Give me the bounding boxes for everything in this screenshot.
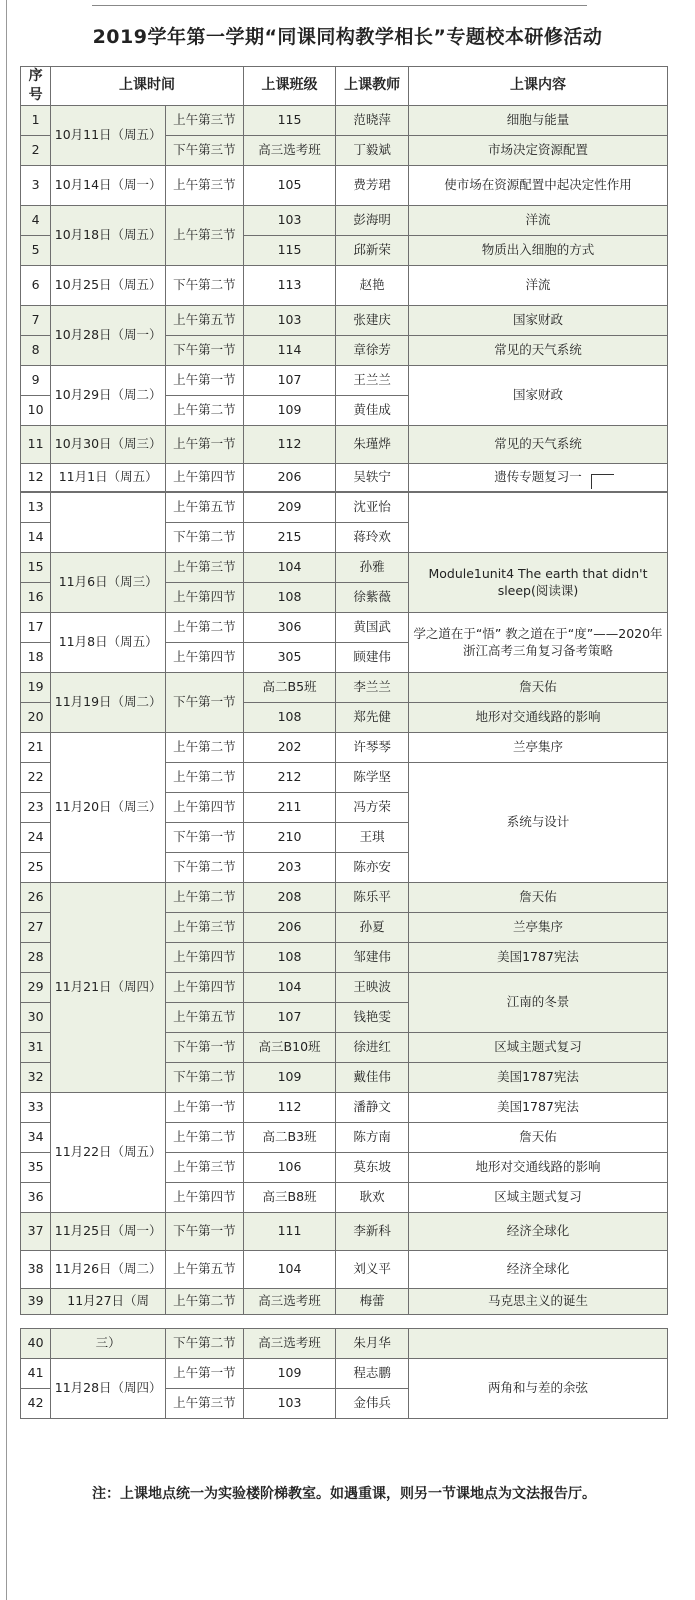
- table-row: [21, 493, 668, 523]
- content-cell: 洋流: [408, 205, 667, 235]
- class-cell: 206: [243, 463, 336, 491]
- table-row: [21, 1359, 668, 1389]
- date-cell: 11月26日（周二）: [51, 1251, 166, 1289]
- date-cell: 三）: [51, 1329, 166, 1359]
- teacher-cell: 沈亚怡: [336, 493, 409, 523]
- row-no: 15: [21, 553, 51, 583]
- row-no: 11: [21, 425, 51, 463]
- class-cell: 高三B8班: [243, 1183, 336, 1213]
- class-cell: 305: [243, 643, 336, 673]
- content-cell: 美国1787宪法: [408, 943, 667, 973]
- content-cell: 詹天佑: [408, 883, 667, 913]
- teacher-cell: 朱瑾烨: [336, 425, 409, 463]
- date-cell: 11月6日（周三）: [51, 553, 166, 613]
- class-cell: 114: [243, 335, 336, 365]
- row-no: 39: [21, 1289, 51, 1315]
- period-cell: 下午第二节: [166, 1063, 244, 1093]
- teacher-cell: 范晓萍: [336, 105, 409, 135]
- date-cell: 10月25日（周五）: [51, 265, 166, 305]
- row-no: 9: [21, 365, 51, 395]
- row-no: 1: [21, 105, 51, 135]
- row-no: 31: [21, 1033, 51, 1063]
- teacher-cell: 王映波: [336, 973, 409, 1003]
- class-cell: 高三选考班: [243, 1329, 336, 1359]
- table-row: [21, 1251, 668, 1289]
- period-cell: 上午第三节: [166, 913, 244, 943]
- table-row: [21, 265, 668, 305]
- period-cell: 上午第一节: [166, 365, 244, 395]
- class-cell: 108: [243, 703, 336, 733]
- period-cell: 下午第二节: [166, 1329, 244, 1359]
- period-cell: 下午第一节: [166, 1213, 244, 1251]
- period-cell: 上午第二节: [166, 395, 244, 425]
- teacher-cell: 刘义平: [336, 1251, 409, 1289]
- period-cell: 上午第五节: [166, 493, 244, 523]
- content-cell: 国家财政: [408, 365, 667, 425]
- content-cell: 地形对交通线路的影响: [408, 1153, 667, 1183]
- date-cell: 11月8日（周五）: [51, 613, 166, 673]
- period-cell: 下午第一节: [166, 1033, 244, 1063]
- period-cell: 上午第四节: [166, 793, 244, 823]
- row-no: 41: [21, 1359, 51, 1389]
- teacher-cell: 陈方南: [336, 1123, 409, 1153]
- row-no: 40: [21, 1329, 51, 1359]
- row-no: 14: [21, 523, 51, 553]
- class-cell: 109: [243, 395, 336, 425]
- period-cell: 上午第三节: [166, 1153, 244, 1183]
- content-cell: 市场决定资源配置: [408, 135, 667, 165]
- header-content: 上课内容: [408, 67, 667, 106]
- table-row: [21, 553, 668, 583]
- row-no: 27: [21, 913, 51, 943]
- table-row: [21, 733, 668, 763]
- content-cell: 使市场在资源配置中起决定性作用: [408, 165, 667, 205]
- period-cell: 下午第一节: [166, 673, 244, 733]
- teacher-cell: 冯方荣: [336, 793, 409, 823]
- content-cell: 经济全球化: [408, 1213, 667, 1251]
- teacher-cell: 邹建伟: [336, 943, 409, 973]
- date-cell: 11月27日（周: [51, 1289, 166, 1315]
- period-cell: 上午第三节: [166, 553, 244, 583]
- teacher-cell: 章徐芳: [336, 335, 409, 365]
- class-cell: 113: [243, 265, 336, 305]
- period-cell: 上午第一节: [166, 1359, 244, 1389]
- date-cell: 11月19日（周二）: [51, 673, 166, 733]
- content-cell: [408, 1329, 667, 1359]
- content-cell: 常见的天气系统: [408, 425, 667, 463]
- date-cell: 11月1日（周五）: [51, 463, 166, 491]
- content-cell: 江南的冬景: [408, 973, 667, 1033]
- content-cell: 兰亭集序: [408, 913, 667, 943]
- period-cell: 上午第三节: [166, 105, 244, 135]
- content-cell: [408, 493, 667, 553]
- content-cell: Module1unit4 The earth that didn't sleep(阅读课): [408, 553, 667, 613]
- period-cell: 下午第三节: [166, 135, 244, 165]
- date-cell: 10月29日（周二）: [51, 365, 166, 425]
- teacher-cell: 费芳珺: [336, 165, 409, 205]
- teacher-cell: 丁毅斌: [336, 135, 409, 165]
- row-no: 38: [21, 1251, 51, 1289]
- row-no: 42: [21, 1389, 51, 1419]
- class-cell: 109: [243, 1063, 336, 1093]
- table-row: [21, 883, 668, 913]
- row-no: 4: [21, 205, 51, 235]
- row-no: 3: [21, 165, 51, 205]
- date-cell: 11月22日（周五）: [51, 1093, 166, 1213]
- table-row: [21, 425, 668, 463]
- class-cell: 104: [243, 973, 336, 1003]
- header-no: 序号: [21, 67, 51, 106]
- teacher-cell: 孙夏: [336, 913, 409, 943]
- table-row: [21, 613, 668, 643]
- content-cell: 两角和与差的余弦: [408, 1359, 667, 1419]
- row-no: 24: [21, 823, 51, 853]
- class-cell: 115: [243, 235, 336, 265]
- teacher-cell: 张建庆: [336, 305, 409, 335]
- table-row: [21, 165, 668, 205]
- class-cell: 103: [243, 205, 336, 235]
- content-cell: 地形对交通线路的影响: [408, 703, 667, 733]
- period-cell: 下午第一节: [166, 823, 244, 853]
- row-no: 20: [21, 703, 51, 733]
- row-no: 23: [21, 793, 51, 823]
- content-cell: 细胞与能量: [408, 105, 667, 135]
- content-cell: 马克思主义的诞生: [408, 1289, 667, 1315]
- content-cell: 学之道在于“悟” 教之道在于“度”——2020年浙江高考三角复习备考策略: [408, 613, 667, 673]
- content-cell: 洋流: [408, 265, 667, 305]
- class-cell: 212: [243, 763, 336, 793]
- date-cell-continued: [51, 493, 166, 553]
- row-no: 30: [21, 1003, 51, 1033]
- teacher-cell: 莫东坡: [336, 1153, 409, 1183]
- period-cell: 上午第四节: [166, 973, 244, 1003]
- row-no: 21: [21, 733, 51, 763]
- teacher-cell: 梅蕾: [336, 1289, 409, 1315]
- header-row: [21, 67, 668, 106]
- class-cell: 高三选考班: [243, 1289, 336, 1315]
- period-cell: 上午第三节: [166, 165, 244, 205]
- class-cell: 306: [243, 613, 336, 643]
- content-cell: 兰亭集序: [408, 733, 667, 763]
- date-cell: 11月28日（周四）: [51, 1359, 166, 1419]
- teacher-cell: 邱新荣: [336, 235, 409, 265]
- class-cell: 202: [243, 733, 336, 763]
- top-rule: [92, 5, 587, 6]
- period-cell: 下午第二节: [166, 853, 244, 883]
- teacher-cell: 孙雅: [336, 553, 409, 583]
- period-cell: 上午第一节: [166, 425, 244, 463]
- class-cell: 211: [243, 793, 336, 823]
- table-row: [21, 205, 668, 235]
- class-cell: 103: [243, 1389, 336, 1419]
- class-cell: 208: [243, 883, 336, 913]
- teacher-cell: 耿欢: [336, 1183, 409, 1213]
- date-cell: 10月30日（周三）: [51, 425, 166, 463]
- date-cell: 11月20日（周三）: [51, 733, 166, 883]
- period-cell: 下午第一节: [166, 335, 244, 365]
- row-no: 19: [21, 673, 51, 703]
- schedule-table-part-3: [20, 1328, 668, 1419]
- teacher-cell: 钱艳雯: [336, 1003, 409, 1033]
- teacher-cell: 陈亦安: [336, 853, 409, 883]
- period-cell: 上午第四节: [166, 1183, 244, 1213]
- content-cell: 遗传专题复习一: [408, 463, 667, 491]
- period-cell: 上午第五节: [166, 305, 244, 335]
- content-cell: 系统与设计: [408, 763, 667, 883]
- teacher-cell: 黄国武: [336, 613, 409, 643]
- class-cell: 112: [243, 1093, 336, 1123]
- teacher-cell: 赵艳: [336, 265, 409, 305]
- table-row: [21, 105, 668, 135]
- class-cell: 203: [243, 853, 336, 883]
- date-cell: 11月25日（周一）: [51, 1213, 166, 1251]
- class-cell: 107: [243, 1003, 336, 1033]
- table-row: [21, 463, 668, 491]
- class-cell: 104: [243, 553, 336, 583]
- table-row: [21, 305, 668, 335]
- class-cell: 高三选考班: [243, 135, 336, 165]
- period-cell: 上午第四节: [166, 583, 244, 613]
- row-no: 2: [21, 135, 51, 165]
- period-cell: 上午第四节: [166, 943, 244, 973]
- schedule-table-part-2: [20, 492, 668, 1315]
- row-no: 26: [21, 883, 51, 913]
- teacher-cell: 徐进红: [336, 1033, 409, 1063]
- class-cell: 103: [243, 305, 336, 335]
- row-no: 34: [21, 1123, 51, 1153]
- content-cell: 物质出入细胞的方式: [408, 235, 667, 265]
- teacher-cell: 王琪: [336, 823, 409, 853]
- row-no: 6: [21, 265, 51, 305]
- header-time: 上课时间: [51, 67, 243, 106]
- class-cell: 209: [243, 493, 336, 523]
- class-cell: 高二B5班: [243, 673, 336, 703]
- table-row: [21, 1213, 668, 1251]
- row-no: 5: [21, 235, 51, 265]
- footnote: 注：上课地点统一为实验楼阶梯教室。如遇重课，则另一节课地点为文法报告厅。: [92, 1486, 596, 1502]
- period-cell: 下午第二节: [166, 523, 244, 553]
- teacher-cell: 蒋玲欢: [336, 523, 409, 553]
- table-row: [21, 673, 668, 703]
- content-cell: 国家财政: [408, 305, 667, 335]
- class-cell: 111: [243, 1213, 336, 1251]
- header-class: 上课班级: [243, 67, 336, 106]
- content-cell: 区域主题式复习: [408, 1183, 667, 1213]
- row-no: 32: [21, 1063, 51, 1093]
- class-cell: 高三B10班: [243, 1033, 336, 1063]
- content-cell: 美国1787宪法: [408, 1063, 667, 1093]
- teacher-cell: 许琴琴: [336, 733, 409, 763]
- teacher-cell: 李新科: [336, 1213, 409, 1251]
- header-teacher: 上课教师: [336, 67, 409, 106]
- date-cell: 10月14日（周一）: [51, 165, 166, 205]
- row-no: 18: [21, 643, 51, 673]
- row-no: 16: [21, 583, 51, 613]
- class-cell: 206: [243, 913, 336, 943]
- row-no: 22: [21, 763, 51, 793]
- content-cell: 区域主题式复习: [408, 1033, 667, 1063]
- teacher-cell: 顾建伟: [336, 643, 409, 673]
- class-cell: 104: [243, 1251, 336, 1289]
- class-cell: 106: [243, 1153, 336, 1183]
- period-cell: 上午第五节: [166, 1251, 244, 1289]
- row-no: 29: [21, 973, 51, 1003]
- page-title: 2019学年第一学期“同课同构教学相长”专题校本研修活动: [92, 26, 603, 48]
- date-cell: 10月28日（周一）: [51, 305, 166, 365]
- page-left-border: [6, 0, 7, 1600]
- row-no: 17: [21, 613, 51, 643]
- class-cell: 108: [243, 583, 336, 613]
- row-no: 7: [21, 305, 51, 335]
- teacher-cell: 王兰兰: [336, 365, 409, 395]
- period-cell: 上午第二节: [166, 1289, 244, 1315]
- teacher-cell: 吴轶宁: [336, 463, 409, 491]
- date-cell: 11月21日（周四）: [51, 883, 166, 1093]
- content-cell: 詹天佑: [408, 1123, 667, 1153]
- teacher-cell: 郑先健: [336, 703, 409, 733]
- row-no: 36: [21, 1183, 51, 1213]
- period-cell: 上午第二节: [166, 733, 244, 763]
- teacher-cell: 潘静文: [336, 1093, 409, 1123]
- teacher-cell: 程志鹏: [336, 1359, 409, 1389]
- teacher-cell: 戴佳伟: [336, 1063, 409, 1093]
- class-cell: 108: [243, 943, 336, 973]
- teacher-cell: 李兰兰: [336, 673, 409, 703]
- content-cell: 美国1787宪法: [408, 1093, 667, 1123]
- row-no: 12: [21, 463, 51, 491]
- row-no: 8: [21, 335, 51, 365]
- class-cell: 109: [243, 1359, 336, 1389]
- row-no: 35: [21, 1153, 51, 1183]
- teacher-cell: 陈学坚: [336, 763, 409, 793]
- table-row: [21, 1093, 668, 1123]
- period-cell: 上午第二节: [166, 763, 244, 793]
- period-cell: 上午第一节: [166, 1093, 244, 1123]
- period-cell: 下午第二节: [166, 265, 244, 305]
- class-cell: 107: [243, 365, 336, 395]
- period-cell: 上午第四节: [166, 643, 244, 673]
- class-cell: 210: [243, 823, 336, 853]
- class-cell: 115: [243, 105, 336, 135]
- table-row: [21, 1289, 668, 1315]
- period-cell: 上午第三节: [166, 205, 244, 265]
- corner-mark: [591, 474, 614, 489]
- period-cell: 上午第五节: [166, 1003, 244, 1033]
- class-cell: 215: [243, 523, 336, 553]
- content-cell: 詹天佑: [408, 673, 667, 703]
- teacher-cell: 金伟兵: [336, 1389, 409, 1419]
- period-cell: 上午第二节: [166, 613, 244, 643]
- period-cell: 上午第四节: [166, 463, 244, 491]
- class-cell: 105: [243, 165, 336, 205]
- period-cell: 上午第三节: [166, 1389, 244, 1419]
- teacher-cell: 陈乐平: [336, 883, 409, 913]
- teacher-cell: 黄佳成: [336, 395, 409, 425]
- period-cell: 上午第二节: [166, 883, 244, 913]
- teacher-cell: 彭海明: [336, 205, 409, 235]
- row-no: 28: [21, 943, 51, 973]
- teacher-cell: 朱月华: [336, 1329, 409, 1359]
- teacher-cell: 徐紫薇: [336, 583, 409, 613]
- row-no: 13: [21, 493, 51, 523]
- content-cell: 经济全球化: [408, 1251, 667, 1289]
- row-no: 37: [21, 1213, 51, 1251]
- date-cell: 10月11日（周五）: [51, 105, 166, 165]
- row-no: 25: [21, 853, 51, 883]
- content-cell: 常见的天气系统: [408, 335, 667, 365]
- schedule-table-part-1: [20, 66, 668, 492]
- class-cell: 高二B3班: [243, 1123, 336, 1153]
- row-no: 10: [21, 395, 51, 425]
- table-row: [21, 1329, 668, 1359]
- date-cell: 10月18日（周五）: [51, 205, 166, 265]
- row-no: 33: [21, 1093, 51, 1123]
- table-row: [21, 365, 668, 395]
- period-cell: 上午第二节: [166, 1123, 244, 1153]
- class-cell: 112: [243, 425, 336, 463]
